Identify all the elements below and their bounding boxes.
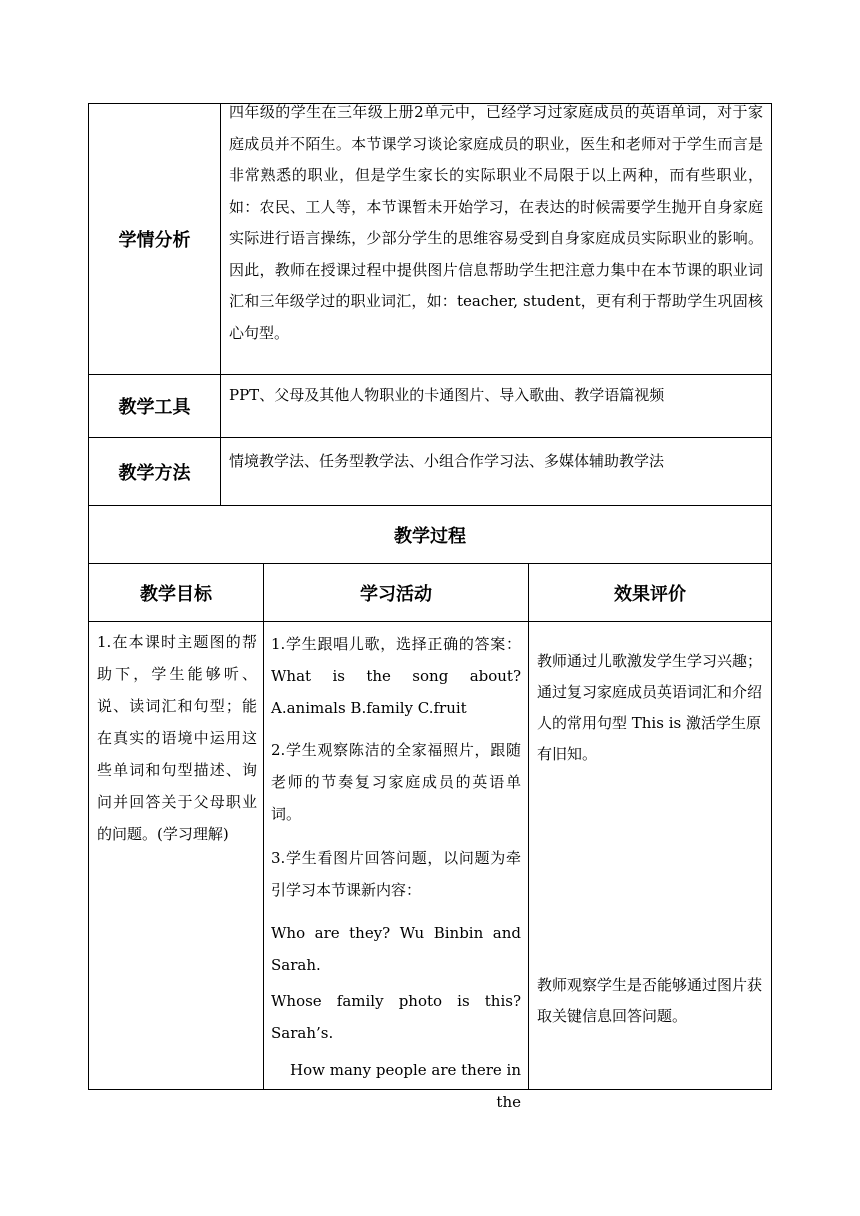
activity-item: 1.学生跟唱儿歌，选择正确的答案： What is the song about? A.animals B.family C.fruit [271,635,521,717]
table-border-right [771,103,772,1090]
header-evaluation: 效果评价 [614,583,686,605]
tools-text: PPT、父母及其他人物职业的卡通图片、导入歌曲、教学语篇视频 [229,386,665,404]
process-title: 教学过程 [394,525,466,547]
label-column-divider [220,103,221,505]
evaluation-item: 教师通过儿歌激发学生学习兴趣；通过复习家庭成员英语词汇和介绍人的常用句型 This is 激活学生原有旧知。 [537,652,763,763]
header-activities: 学习活动 [360,583,432,605]
row-divider-headers [88,621,772,622]
evaluation-item: 教师观察学生是否能够通过图片获取关键信息回答问题。 [537,976,763,1025]
process-column-divider-2 [528,563,529,1090]
analysis-text: 四年级的学生在三年级上册2单元中，已经学习过家庭成员的英语单词，对于家庭成员并不陌生。本节课学习谈论家庭成员的职业，医生和老师对于学生而言是非常熟悉的职业，但是学生家长的实际职业不局限于以上两种，而有些职业，如：农民、工人等，本节课暂未开始学习，在表达的时候需要学生抛开自身家庭实际进行语言操练，少部分学生的思维容易受到自身家庭成员实际职业的影响。因此，教师在授课过程中提供图片信息帮助学生把注意力集中在本节课的职业词汇和三年级学过的职业词汇，如：teacher, student，更有利于帮助学生巩固核心句型。 [229,103,763,342]
methods-text: 情境教学法、任务型教学法、小组合作学习法、多媒体辅助教学法 [229,452,665,470]
activity-item: 2.学生观察陈洁的全家福照片，跟随老师的节奏复习家庭成员的英语单词。 [271,741,521,823]
activity-item: Whose family photo is this? Sarah’s. [271,992,521,1042]
tools-label: 教学工具 [118,397,191,418]
process-column-divider-1 [263,563,264,1090]
header-goal: 教学目标 [140,583,212,605]
goal-text: 1.在本课时主题图的帮助下，学生能够听、说、读词汇和句型；能在真实的语境中运用这些单词和句型描述、询问并回答关于父母职业的问题。(学习理解) [97,633,257,843]
activity-item: 3.学生看图片回答问题，以问题为牵引学习本节课新内容： [271,849,521,899]
activity-item: How many people are there in the [290,1061,521,1111]
analysis-label: 学情分析 [118,230,191,251]
activity-item: Who are they? Wu Binbin and Sarah. [271,924,521,974]
methods-label: 教学方法 [118,462,191,484]
